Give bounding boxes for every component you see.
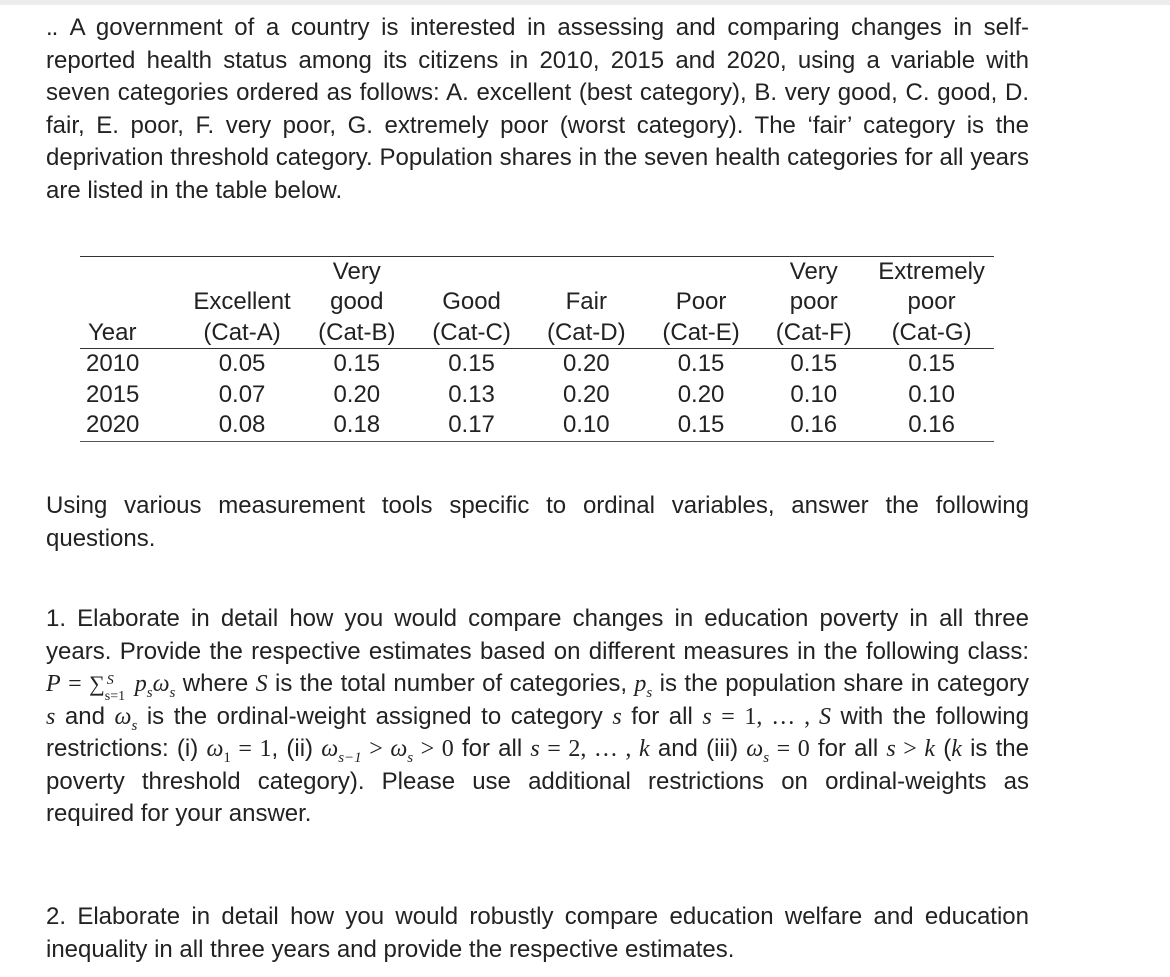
- col-header-line1: Very: [758, 257, 869, 288]
- question-2: 2. Elaborate in detail how you would robustly compare education welfare and education inequality in all three years and provide the respective estimates.: [46, 903, 1029, 963]
- year-cell: 2015: [86, 380, 140, 408]
- table-header-row-3: [80, 318, 994, 349]
- table-header-row-1: [80, 257, 994, 288]
- col-header-line1: [529, 257, 644, 288]
- top-border: [0, 0, 1170, 5]
- table-row: [80, 410, 994, 441]
- table-cell: 0.10: [790, 380, 838, 408]
- intro-paragraph: [46, 12, 1029, 207]
- col-header-line3: (Cat-F): [758, 318, 869, 349]
- table-cell: 0.07: [218, 380, 266, 408]
- table-cell: 0.10: [529, 410, 644, 441]
- col-header-line2: Poor: [675, 288, 727, 315]
- table-cell: 0.15: [677, 350, 725, 377]
- col-header-line1: [414, 257, 529, 288]
- formula-P: P: [46, 671, 61, 697]
- col-header-line3: (Cat-B): [299, 318, 414, 349]
- table-cell: 0.15: [908, 350, 955, 377]
- col-header-line2: poor: [907, 288, 956, 315]
- table-cell: 0.10: [908, 380, 955, 408]
- col-header-line2: Fair: [565, 288, 607, 315]
- table-header-row-2: [80, 287, 994, 318]
- table-cell: 0.18: [299, 410, 414, 441]
- table-cell: 0.15: [448, 350, 495, 377]
- sum-symbol: ∑: [89, 671, 105, 696]
- col-header-line2: good: [330, 288, 384, 315]
- year-cell: 2010: [86, 350, 140, 377]
- table-cell: 0.15: [644, 410, 759, 441]
- col-header-line1: Extremely: [869, 257, 994, 288]
- table-cell: 0.08: [185, 410, 300, 441]
- table-cell: 0.16: [869, 410, 994, 441]
- col-header-line1: [185, 257, 300, 288]
- col-header-line1: [644, 257, 759, 288]
- table-cell: 0.16: [758, 410, 869, 441]
- table-cell: 0.15: [790, 350, 838, 377]
- table-cell: 0.20: [562, 350, 610, 377]
- table-cell: 0.05: [218, 350, 266, 377]
- intro-text: A government of a country is interested in assessing and comparing changes in self-reported health status among its citizens in 2010, 2015 and 2020, using a variable with seven categories ordered as follows: A. excellent (best category), B. very good, C. good, D. fair, E. poor, F. very poor, G. extremely poor (worst category). The ‘fair’ category is the deprivation threshold category. Population shares in the seven health categories for all years are listed in the table below.: [46, 14, 1030, 204]
- population-shares-table: [80, 256, 994, 442]
- table-cell: 0.20: [677, 380, 725, 408]
- col-header-line3: (Cat-A): [185, 318, 300, 349]
- table-cell: 0.15: [333, 350, 381, 377]
- col-header-line3: (Cat-C): [414, 318, 529, 349]
- col-header-line3: (Cat-D): [529, 318, 644, 349]
- table-row: [80, 380, 994, 411]
- col-header-line2: poor: [789, 288, 838, 315]
- col-header-line3: (Cat-G): [869, 318, 994, 349]
- year-cell: 2020: [80, 410, 185, 441]
- intro-lead-marker: ..: [46, 14, 58, 41]
- table-cell: 0.20: [333, 380, 381, 408]
- table-cell: 0.13: [448, 380, 495, 408]
- col-header-line2: Good: [442, 288, 501, 315]
- instructions-paragraph: Using various measurement tools specific to ordinal variables, answer the following questions.: [46, 492, 1029, 552]
- table-cell: 0.17: [414, 410, 529, 441]
- table-row: [80, 349, 994, 380]
- year-header: Year: [80, 318, 185, 349]
- table-cell: 0.20: [562, 380, 610, 408]
- col-header-line1: Very: [299, 257, 414, 288]
- col-header-line2: Excellent: [193, 288, 291, 315]
- col-header-line3: (Cat-E): [644, 318, 759, 349]
- question-1: 1. Elaborate in detail how you would compare changes in education poverty in all three years. Provide the respective estimates based on different measures in the following class: P = ∑ S s=1 $p_s\omega_s$ where S is the total number of categories, $p_s$ is the population share in category s and $\omega_s$ is the ordinal-weight assigned to category s for all s = 1, … , S with the following restrictions: (i) $\omega_1 = 1$, (ii) $\omega_{s-1} > \omega_s > 0$ for all s = 2, … , k and (iii) $\omega_s = 0$ for all s > k (k is the poverty threshold category). Please use additional restrictions on ordinal-weights as required for your answer.: [46, 605, 1030, 827]
